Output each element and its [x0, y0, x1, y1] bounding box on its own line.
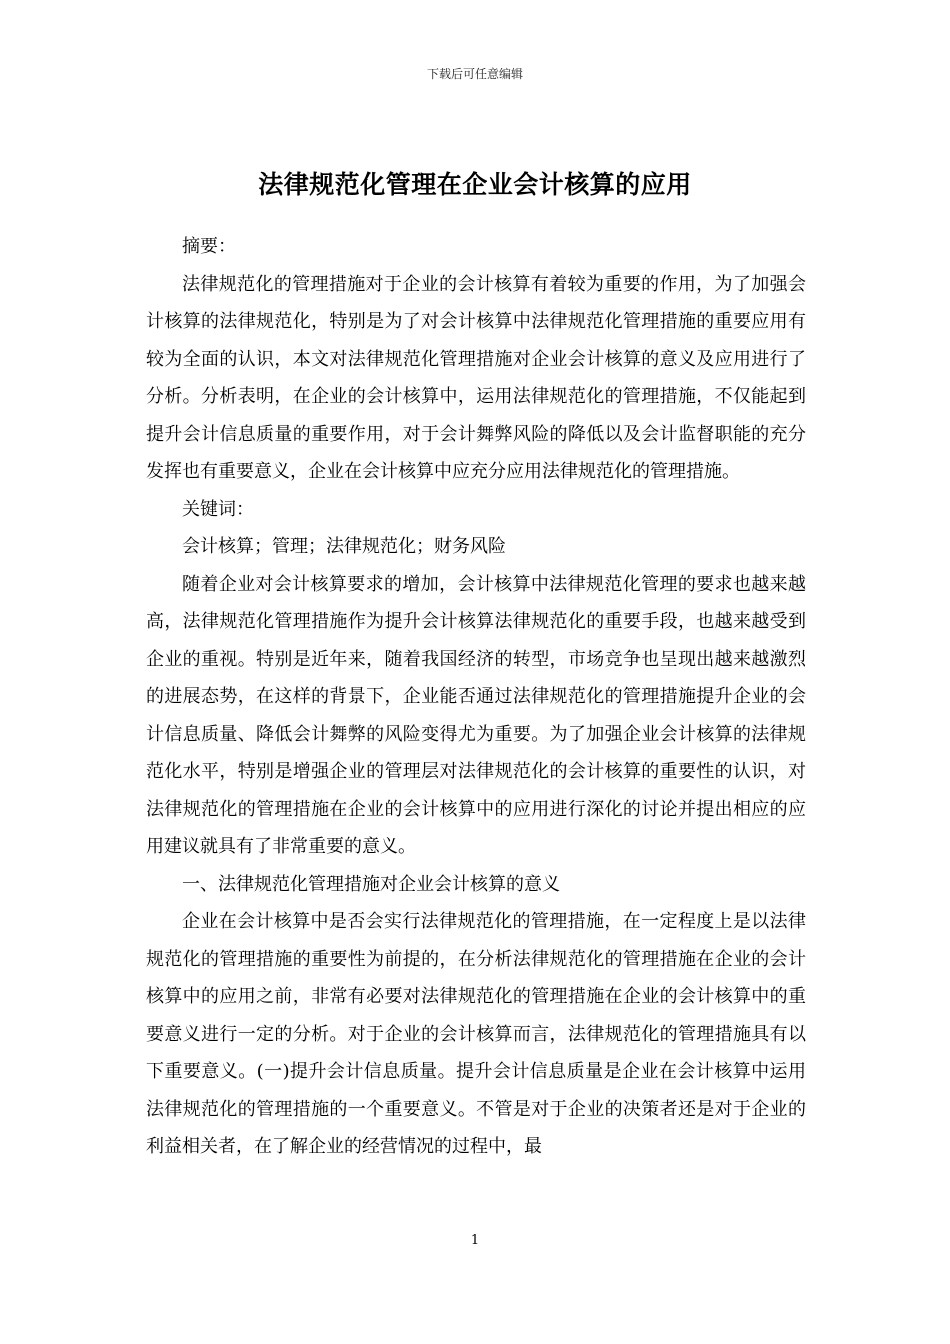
- page-header-note: 下载后可任意编辑: [426, 67, 523, 81]
- section-1-paragraph: 企业在会计核算中是否会实行法律规范化的管理措施，在一定程度上是以法律规范化的管理措施的重要性为前提的，在分析法律规范化的管理措施在企业的会计核算中的应用之前，非常有必要对法律规范化的管理措施在企业的会计核算中的重要意义进行一定的分析。对于企业的会计核算而言，法律规范化的管理措施具有以下重要意义。(一)提升会计信息质量。提升会计信息质量是企业在会计核算中运用法律规范化的管理措施的一个重要意义。不管是对于企业的决策者还是对于企业的利益相关者，在了解企业的经营情况的过程中，最: [146, 911, 806, 1157]
- page-number: 1: [470, 1233, 480, 1248]
- document-title: 法律规范化管理在企业会计核算的应用: [258, 169, 692, 199]
- keywords-label: 关键词：: [182, 498, 254, 520]
- keywords-list: 会计核算；管理；法律规范化；财务风险: [182, 536, 506, 557]
- document-body: [146, 228, 806, 1166]
- abstract-paragraph: 法律规范化的管理措施对于企业的会计核算有着较为重要的作用，为了加强会计核算的法律规范化，特别是为了对会计核算中法律规范化管理措施的重要应用有较为全面的认识，本文对法律规范化管理措施对企业会计核算的意义及应用进行了分析。分析表明，在企业的会计核算中，运用法律规范化的管理措施，不仅能起到提升会计信息质量的重要作用，对于会计舞弊风险的降低以及会计监督职能的充分发挥也有重要意义，企业在会计核算中应充分应用法律规范化的管理措施。: [146, 273, 806, 482]
- intro-paragraph: 随着企业对会计核算要求的增加，会计核算中法律规范化管理的要求也越来越高，法律规范化管理措施作为提升会计核算法律规范化的重要手段，也越来越受到企业的重视。特别是近年来，随着我国经济的转型，市场竞争也呈现出越来越激烈的进展态势，在这样的背景下，企业能否通过法律规范化的管理措施提升企业的会计信息质量、降低会计舞弊的风险变得尤为重要。为了加强企业会计核算的法律规范化水平，特别是增强企业的管理层对法律规范化的会计核算的重要性的认识，对法律规范化的管理措施在企业的会计核算中的应用进行深化的讨论并提出相应的应用建议就具有了非常重要的意义。: [146, 573, 806, 857]
- section-1-heading: 一、法律规范化管理措施对企业会计核算的意义: [182, 873, 560, 895]
- abstract-label: 摘要：: [182, 236, 236, 257]
